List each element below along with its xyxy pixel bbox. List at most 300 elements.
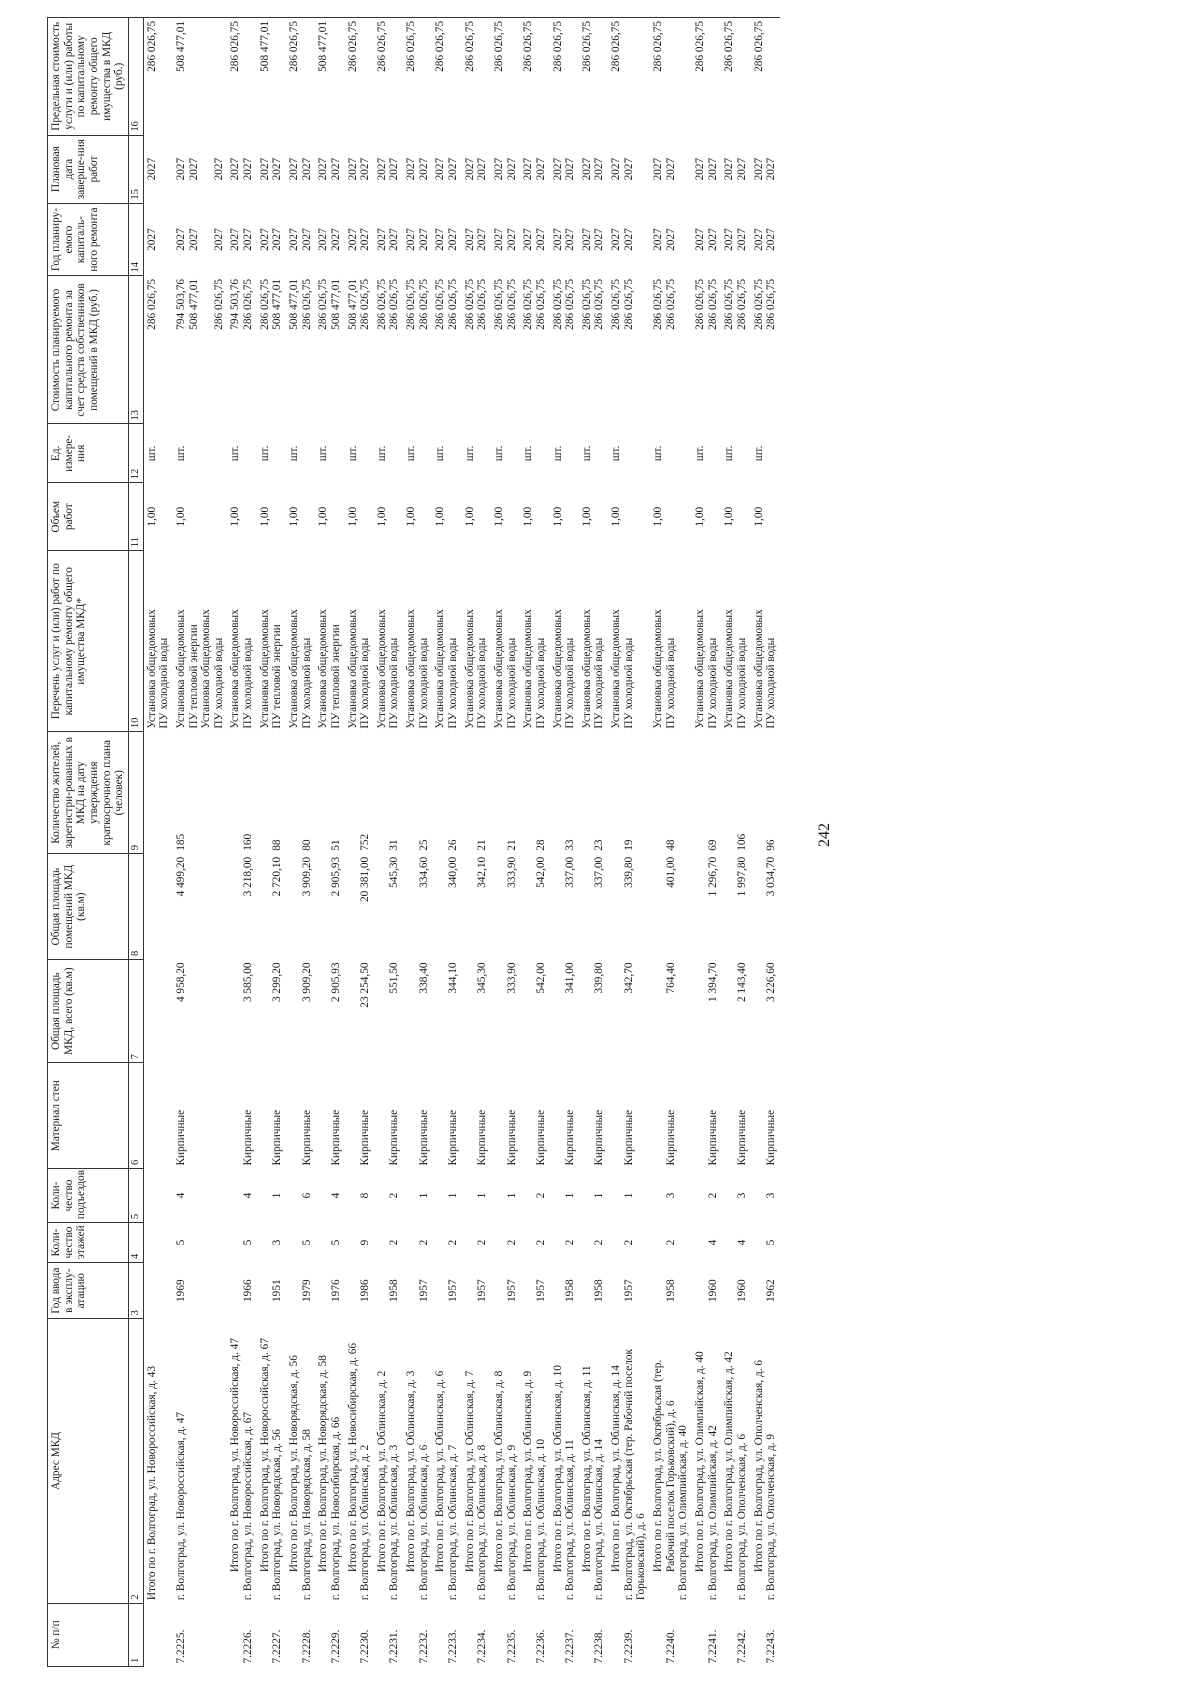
column-number: 11 [128,483,143,551]
limit-cost-cell [432,18,461,136]
volume-cell [286,483,315,551]
completion-date-cell-line: 2027 [359,157,372,181]
total-area-cell [143,960,173,1063]
spacer [464,857,477,957]
row-number [721,1603,750,1666]
unit-cell-text: шт. [693,445,706,462]
floors-cell [173,1223,228,1263]
floors-cell-text: 4 [706,1239,719,1246]
spacer [259,1066,272,1166]
wall-material-cell [315,1063,344,1169]
completion-date-cell [286,135,315,203]
wall-material-cell [173,1063,228,1169]
completion-date-cell-line: 2027 [417,157,430,181]
residents-cell-text: 31 [388,839,401,851]
cost-cell-line: 286 026,75 [463,278,476,330]
spacer [376,1606,389,1663]
unit-cell [143,424,173,483]
unit-cell-text: шт. [723,445,736,462]
spacer [317,1172,330,1220]
residents-cell [432,732,461,854]
spacer [259,963,272,1060]
spacer [146,1172,159,1220]
repair-year-cell [315,203,344,276]
premises-area-cell [227,854,256,960]
completion-date-cell-line: 2027 [174,157,187,181]
spacer [376,857,389,957]
repair-year-cell-line: 2027 [664,228,677,251]
address-cell [345,1319,374,1603]
column-header: Ед. измере-ния [48,424,129,483]
premises-area-cell-text: 545,30 [388,856,401,888]
volume-cell-text: 1,00 [752,506,765,527]
total-area-cell-text: 764,40 [664,962,677,994]
floors-cell [432,1223,461,1263]
entrances-cell-text: 3 [765,1192,778,1199]
column-number: 4 [128,1223,143,1263]
address-line: Итого по г. Волгоград, ул. Новороссийская, д. 43 [145,1366,158,1601]
repair-year-cell-line: 2027 [229,228,242,251]
entrances-cell [403,1169,432,1223]
spacer [376,1172,389,1220]
year-cell [751,1262,780,1318]
entrances-cell [721,1169,750,1223]
cost-cell-line: 286 026,75 [242,278,255,330]
cost-cell-line: 286 026,75 [706,278,719,330]
residents-cell [315,732,344,854]
repair-year-cell-line: 2027 [622,228,635,251]
volume-cell-text: 1,00 [463,506,476,527]
cost-cell-line: 286 026,75 [300,278,313,330]
works-line: Установка общедомовых [551,609,564,729]
works-line: Установка общедомовых [317,609,330,729]
residents-cell [227,732,256,854]
repair-year-cell-line: 2027 [765,228,778,251]
spacer [434,1172,447,1220]
floors-cell-text: 3 [271,1239,284,1246]
spacer [581,1606,594,1663]
unit-cell [579,424,608,483]
completion-date-cell [374,135,403,203]
floors-cell-text: 9 [359,1239,372,1246]
address-line: Итого по г. Волгоград, ул. Облинская, д. 7 [463,1370,476,1573]
spacer [581,857,594,957]
completion-date-cell-line: 2027 [505,157,518,181]
works-cell [491,551,520,732]
table-row [227,18,256,1667]
cost-cell-line: 286 026,75 [522,278,535,330]
row-number [227,1603,256,1666]
repair-year-cell-line: 2027 [212,228,225,251]
completion-date-cell [403,135,432,203]
residents-cell-text: 69 [706,839,719,851]
spacer [723,857,736,957]
spacer [723,963,736,1060]
address-line: г. Волгоград, ул. Олимпийская, д. 40 [677,1425,690,1601]
limit-cost-cell [751,18,780,136]
cost-cell [374,276,403,424]
spacer [522,1226,535,1260]
repair-year-cell-line: 2027 [593,228,606,251]
cost-cell [608,276,650,424]
year-cell [257,1262,286,1318]
floors-cell-text: 5 [242,1239,255,1246]
address-line: г. Волгоград, ул. Ополченская, д. 6 [735,1433,748,1601]
spacer [434,963,447,1060]
cost-cell [692,276,721,424]
year-cell-text: 1960 [706,1279,719,1302]
premises-area-cell [173,854,228,960]
residents-cell-text: 26 [447,839,460,851]
limit-cost-text: 286 026,75 [229,21,242,72]
cost-cell [579,276,608,424]
repair-year-cell-line: 2027 [271,228,284,251]
floors-cell-text: 2 [505,1239,518,1246]
year-cell [173,1262,228,1318]
residents-cell [345,732,374,854]
works-cell [374,551,403,732]
address-line: Итого по г. Волгоград, ул. Облинская, д. 2 [375,1370,388,1573]
unit-cell [608,424,650,483]
volume-cell-text: 1,00 [723,506,736,527]
limit-cost-text: 286 026,75 [346,21,359,72]
completion-date-cell [432,135,461,203]
address-cell [374,1319,403,1603]
cost-cell-line: 286 026,75 [610,278,623,330]
address-cell [173,1319,228,1603]
address-line: г. Волгоград, ул. Облинская, д. 2 [359,1444,372,1601]
column-number: 15 [128,135,143,203]
column-number: 14 [128,203,143,276]
limit-cost-text: 508 477,01 [258,21,271,72]
spacer [652,1606,665,1663]
cost-cell-line: 286 026,75 [258,278,271,330]
repair-year-cell-line: 2027 [580,228,593,251]
entrances-cell-text: 1 [447,1192,460,1199]
works-line: ПУ холодной воды [417,637,430,729]
completion-date-cell [143,135,173,203]
wall-material-cell [692,1063,721,1169]
spacer [610,963,623,1060]
spacer [581,1226,594,1260]
address-cell [579,1319,608,1603]
limit-cost-text: 508 477,01 [317,21,330,72]
spacer [158,138,171,200]
spacer [229,857,242,957]
wall-material-cell [432,1063,461,1169]
total-area-cell [579,960,608,1063]
column-number: 7 [128,960,143,1063]
address-line: г. Волгоград, ул. Облинская, д. 6 [417,1444,430,1601]
spacer [723,1265,736,1315]
spacer [229,963,242,1060]
works-line: Установка общедомовых [693,609,706,729]
cost-cell-line: 508 477,01 [288,278,300,330]
address-line: г. Волгоград, ул. Облинская, д. 14 [593,1439,606,1601]
limit-cost-text: 286 026,75 [610,21,623,72]
completion-date-cell-line: 2027 [242,157,255,181]
spacer [694,857,707,957]
year-cell-text: 1976 [329,1279,342,1302]
spacer [146,1265,159,1315]
spacer [347,735,360,851]
spacer [229,1265,242,1315]
entrances-cell-text: 8 [359,1192,372,1199]
spacer [259,1265,272,1315]
address-cell [491,1319,520,1603]
cost-cell-line: 286 026,75 [652,278,665,330]
spacer [753,735,766,851]
spacer [552,1606,565,1663]
total-area-cell-text: 339,80 [593,962,606,994]
spacer [694,735,707,851]
residents-cell [751,732,780,854]
volume-cell-text: 1,00 [551,506,564,527]
residents-cell-text: 185 [174,833,187,851]
cost-cell-line: 286 026,75 [375,278,388,330]
premises-area-cell-text: 20 381,00 [359,856,372,902]
address-cell [520,1319,549,1603]
total-area-cell-text: 344,10 [447,962,460,994]
completion-date-cell [692,135,721,203]
spacer [522,963,535,1060]
spacer [347,857,360,957]
entrances-cell [143,1169,173,1223]
limit-cost-cell [692,18,721,136]
unit-cell-text: шт. [492,445,505,462]
works-line: Установка общедомовых [463,609,476,729]
spacer [493,1172,506,1220]
completion-date-cell-line: 2027 [388,157,401,181]
wall-material-cell [650,1063,692,1169]
table-row [286,18,315,1667]
spacer [522,735,535,851]
year-cell-text: 1986 [359,1279,372,1302]
entrances-cell [345,1169,374,1223]
spacer [493,735,506,851]
residents-cell-text: 21 [476,839,489,851]
repair-year-cell-line: 2027 [346,228,359,251]
works-line: Установка общедомовых [610,609,623,729]
column-header: Материал стен [48,1063,129,1169]
wall-material-cell-text: Кирпичные [271,1109,284,1166]
total-area-cell [491,960,520,1063]
completion-date-cell [227,135,256,203]
total-area-cell [257,960,286,1063]
address-cell [403,1319,432,1603]
repair-year-cell-line: 2027 [522,228,535,251]
column-number: 13 [128,276,143,424]
row-number-text: 7.2235. [505,1629,518,1664]
total-area-cell-text: 2 905,93 [329,962,342,1003]
entrances-cell [550,1169,579,1223]
column-header: Перечень услуг и (или) работ по капитальному ремонту общего имущества МКД* [48,551,129,732]
spacer [405,1172,418,1220]
spacer [522,1172,535,1220]
completion-date-cell [315,135,344,203]
spacer [376,1265,389,1315]
limit-cost-cell [173,18,228,136]
column-number: 8 [128,854,143,960]
entrances-cell [650,1169,692,1223]
table-row [345,18,374,1667]
limit-cost-text: 286 026,75 [580,21,593,72]
limit-cost-text: 286 026,75 [405,21,418,72]
entrances-cell-text: 2 [388,1192,401,1199]
entrances-cell-text: 6 [300,1192,313,1199]
volume-cell [432,483,461,551]
address-line: Итого по г. Волгоград, ул. Новосибирская, д. 66 [346,1342,359,1573]
total-area-cell-text: 3 585,00 [242,962,255,1003]
address-line: Итого по г. Волгоград, ул. Олимпийская, д. 42 [723,1351,736,1573]
residents-cell [286,732,315,854]
wall-material-cell-text: Кирпичные [300,1109,313,1166]
address-cell [721,1319,750,1603]
repair-year-cell-line: 2027 [735,228,748,251]
volume-cell [650,483,692,551]
unit-cell-text: шт. [522,445,535,462]
limit-cost-text: 286 026,75 [288,21,300,72]
spacer [581,1172,594,1220]
address-cell [462,1319,491,1603]
floors-cell [143,1223,173,1263]
year-cell-text: 1957 [505,1279,518,1302]
table-row [751,18,780,1667]
address-line: г. Волгоград, ул. Новороссийская, д. 67 [242,1411,255,1601]
repair-year-cell [403,203,432,276]
cost-cell-line: 794 503,76 [229,278,242,330]
limit-cost-cell [286,18,315,136]
row-number-text: 7.2242. [735,1629,748,1664]
spacer [464,1172,477,1220]
wall-material-cell [550,1063,579,1169]
floors-cell-text: 2 [447,1239,460,1246]
spacer [552,857,565,957]
floors-cell [608,1223,650,1263]
works-line: ПУ холодной воды [476,637,489,729]
spacer [405,1226,418,1260]
residents-cell-text: 96 [765,839,778,851]
column-number: 10 [128,551,143,732]
address-cell [315,1319,344,1603]
cost-cell-line: 508 477,01 [271,278,284,330]
works-line: ПУ тепловой энергии [187,624,200,729]
works-line: ПУ тепловой энергии [329,624,342,729]
row-number-text: 7.2240. [664,1629,677,1664]
works-cell [751,551,780,732]
cost-cell [315,276,344,424]
column-header: Год ввода в эксплу-атацию [48,1262,129,1318]
year-cell-text: 1957 [447,1279,460,1302]
address-line: Итого по г. Волгоград, ул. Октябрьская (тер. Рабочий поселок Горьковский), д. 6 [652,1359,677,1573]
spacer [652,1226,665,1260]
spacer [753,1265,766,1315]
wall-material-cell-text: Кирпичные [359,1109,372,1166]
address-cell [143,1319,173,1603]
column-header: № п/п [48,1603,129,1666]
works-line: Установка общедомовых [375,609,388,729]
works-cell [721,551,750,732]
column-number: 9 [128,732,143,854]
floors-cell [650,1223,692,1263]
premises-area-cell [374,854,403,960]
address-line: г. Волгоград, ул. Октябрьская (тер. Рабочий поселок Горьковский), д. 6 [622,1348,648,1601]
row-number-text: 7.2229. [329,1629,342,1664]
completion-date-cell-line: 2027 [405,157,418,181]
floors-cell-text: 2 [564,1239,577,1246]
row-number [315,1603,344,1666]
address-cell [650,1319,692,1603]
unit-cell-text: шт. [375,445,388,462]
total-area-cell [692,960,721,1063]
spacer [317,963,330,1060]
premises-area-cell [143,854,173,960]
spacer [493,857,506,957]
entrances-cell-text: 4 [242,1192,255,1199]
spacer [405,1606,418,1663]
entrances-cell-text: 2 [534,1192,547,1199]
entrances-cell [432,1169,461,1223]
cost-cell [403,276,432,424]
cost-cell [227,276,256,424]
row-number-text: 7.2228. [300,1629,313,1664]
works-line: Установка общедомовых [723,609,736,729]
repair-year-cell [608,203,650,276]
wall-material-cell [143,1063,173,1169]
premises-area-cell [721,854,750,960]
year-cell-text: 1958 [593,1279,606,1302]
repair-year-cell [345,203,374,276]
completion-date-cell [257,135,286,203]
premises-area-cell [579,854,608,960]
floors-cell [257,1223,286,1263]
works-cell [227,551,256,732]
spacer [652,735,665,851]
unit-cell-text: шт. [463,445,476,462]
cost-cell-line: 286 026,75 [664,278,677,330]
entrances-cell [579,1169,608,1223]
premises-area-cell-text: 4 499,20 [174,856,187,897]
cost-cell-line: 286 026,75 [693,278,706,330]
works-line: Установка общедомовых [346,609,359,729]
spacer [464,1265,477,1315]
wall-material-cell [462,1063,491,1169]
cost-cell-line: 286 026,75 [622,278,635,330]
spacer [464,1226,477,1260]
spacer [723,1606,736,1663]
repair-year-cell-line: 2027 [288,228,300,251]
works-line: Установка общедомовых [434,609,447,729]
completion-date-cell-line: 2027 [735,157,748,181]
premises-area-cell [550,854,579,960]
residents-cell [257,732,286,854]
premises-area-cell-text: 342,10 [476,856,489,888]
year-cell-text: 1958 [388,1279,401,1302]
wall-material-cell [374,1063,403,1169]
completion-date-cell-line: 2027 [593,157,606,181]
spacer [652,963,665,1060]
volume-cell-text: 1,00 [405,506,418,527]
repair-year-cell-line: 2027 [417,228,430,251]
total-area-cell-text: 3 909,20 [300,962,313,1003]
premises-area-cell [315,854,344,960]
volume-cell-text: 1,00 [174,506,187,527]
entrances-cell [374,1169,403,1223]
completion-date-cell-line: 2027 [765,157,778,181]
entrances-cell-text: 1 [417,1192,430,1199]
residents-cell-text: 160 [242,833,255,851]
limit-cost-cell [403,18,432,136]
